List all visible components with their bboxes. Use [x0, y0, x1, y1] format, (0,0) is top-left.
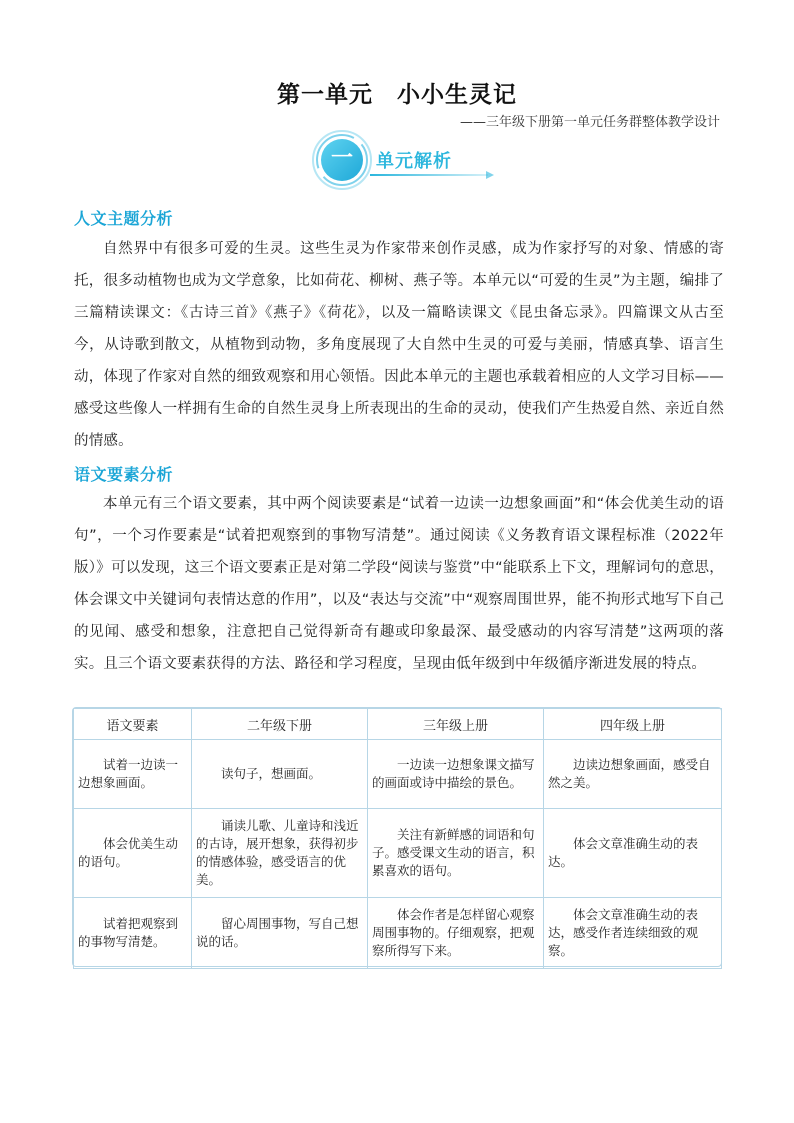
section-heading: 人文主题分析	[74, 209, 174, 228]
table-row	[74, 809, 722, 898]
table-cell: 体会优美生动的语句。	[74, 809, 192, 898]
page-title: 第一单元 小小生灵记	[277, 82, 517, 108]
table-row	[74, 740, 722, 809]
table-header-cell: 四年级上册	[544, 709, 722, 740]
table-cell: 关注有新鲜感的词语和句子。感受课文生动的语言，积累喜欢的语句。	[368, 809, 544, 898]
table-cell: 体会文章准确生动的表达，感受作者连续细致的观察。	[544, 898, 722, 969]
table-cell: 体会文章准确生动的表达。	[544, 809, 722, 898]
table-cell: 边读边想象画面，感受自然之美。	[544, 740, 722, 809]
table-header-cell: 三年级上册	[368, 709, 544, 740]
section-paragraph: 自然界中有很多可爱的生灵。这些生灵为作家带来创作灵感，成为作家抒写的对象、情感的寄托，很多动植物也成为文学意象，比如荷花、柳树、燕子等。本单元以“可爱的生灵”为主题，编排了三篇精读课文：《古诗三首》《燕子》《荷花》，以及一篇略读课文《昆虫备忘录》。四篇课文从古至今，从诗歌到散文，从植物到动物，多角度展现了大自然中生灵的可爱与美丽，情感真挚、语言生动，体现了作家对自然的细致观察和用心领悟。因此本单元的主题也承载着相应的人文学习目标——感受这些像人一样拥有生命的自然生灵身上所表现出的生命的灵动，使我们产生热爱自然、亲近自然的情感。	[74, 241, 724, 449]
table-cell: 一边读一边想象课文描写的画面或诗中描绘的景色。	[368, 740, 544, 809]
table-cell: 试着一边读一边想象画面。	[74, 740, 192, 809]
section-banner	[300, 128, 500, 194]
table-cell: 读句子，想画面。	[192, 740, 368, 809]
table-cell: 诵读儿歌、儿童诗和浅近的古诗，展开想象，获得初步的情感体验，感受语言的优美。	[192, 809, 368, 898]
banner-number: 一	[330, 146, 353, 171]
table-header-cell: 语文要素	[74, 709, 192, 740]
table-cell: 留心周围事物，写自己想说的话。	[192, 898, 368, 969]
table-cell: 试着把观察到的事物写清楚。	[74, 898, 192, 969]
banner-label: 单元解析	[376, 151, 452, 172]
table-header-cell: 二年级下册	[192, 709, 368, 740]
table-cell: 体会作者是怎样留心观察周围事物的。仔细观察，把观察所得写下来。	[368, 898, 544, 969]
table-row	[74, 898, 722, 969]
table-header-row	[74, 709, 722, 740]
page-subtitle: ——三年级下册第一单元任务群整体教学设计	[459, 115, 720, 130]
section-paragraph: 本单元有三个语文要素，其中两个阅读要素是“试着一边读一边想象画面”和“体会优美生动的语句”，一个习作要素是“试着把观察到的事物写清楚”。通过阅读《义务教育语文课程标准（2022年版）》可以发现，这三个语文要素正是对第二学段“阅读与鉴赏”中“能联系上下文，理解词句的意思，体会课文中关键词句表情达意的作用”，以及“表达与交流”中“观察周围世界，能不拘形式地写下自己的见闻、感受和想象，注意把自己觉得新奇有趣或印象最深、最受感动的内容写清楚”这两项的落实。且三个语文要素获得的方法、路径和学习程度，呈现由低年级到中年级循序渐进发展的特点。	[74, 496, 724, 672]
requirements-table	[73, 708, 722, 969]
section-heading: 语文要素分析	[74, 465, 174, 484]
